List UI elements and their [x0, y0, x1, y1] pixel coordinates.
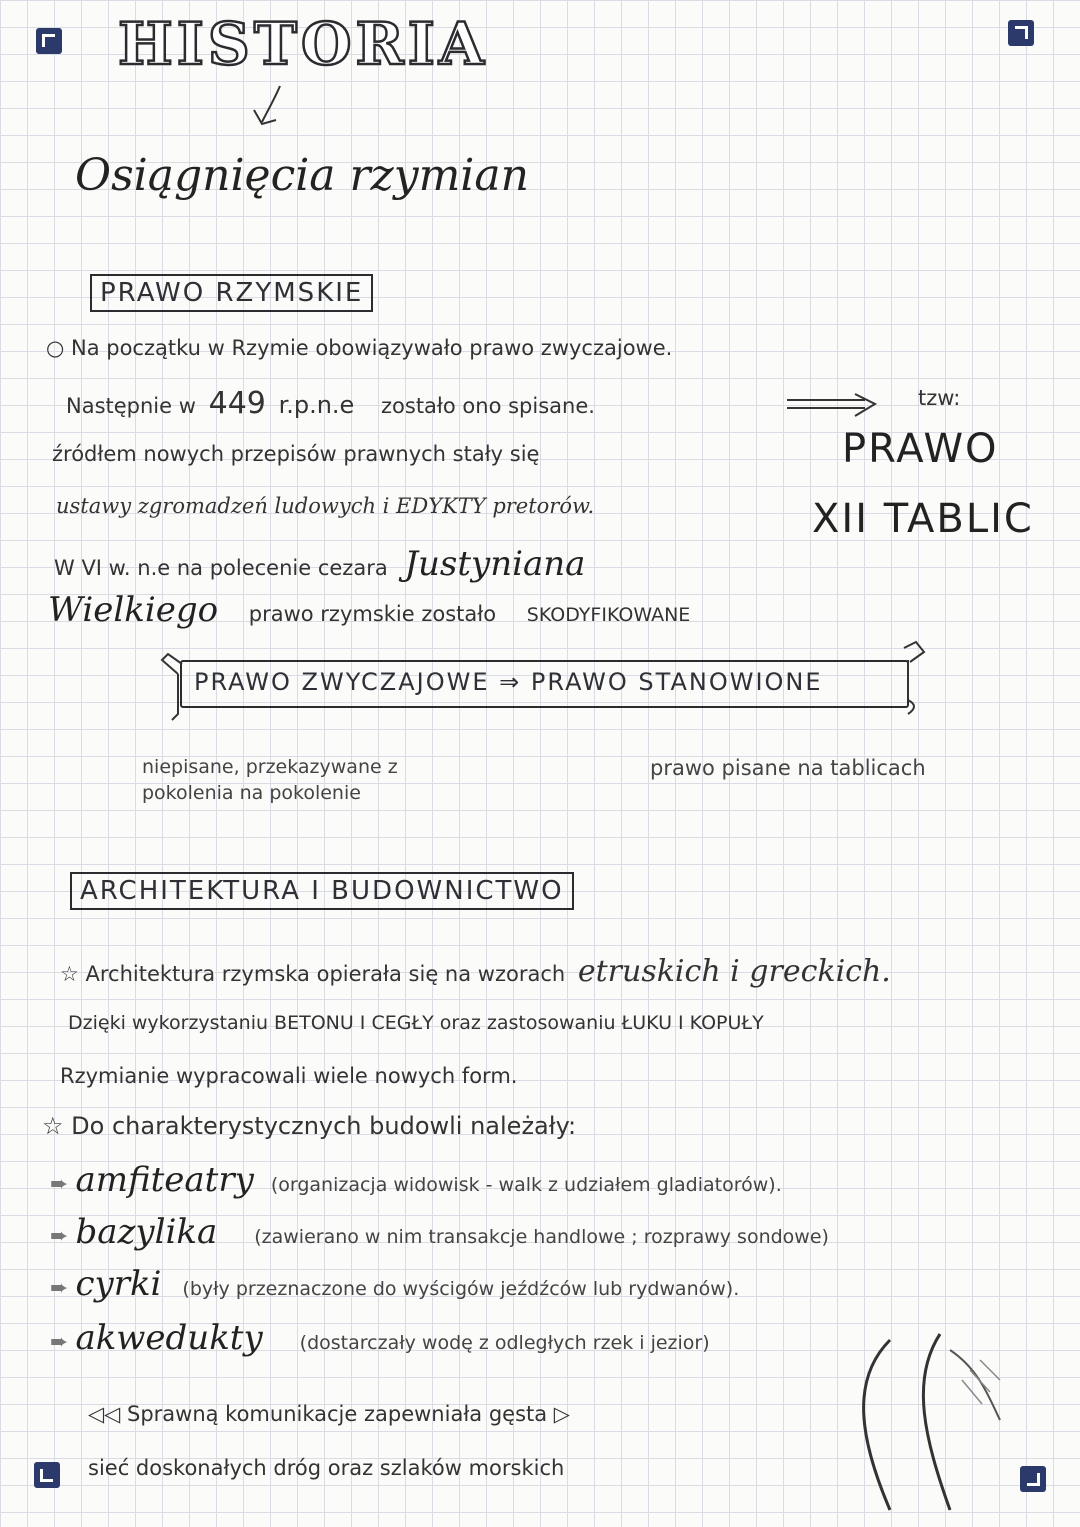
triangle-icon: ◁◁ — [88, 1402, 127, 1426]
road-doodle-icon — [830, 1320, 1020, 1520]
justynian-name: Justyniana — [404, 544, 586, 584]
text-line: Następnie w 449 r.p.n.e zostało ono spisane. — [66, 386, 595, 421]
corner-marker-bottom-right — [1020, 1466, 1046, 1492]
tzw-label: tzw: — [918, 386, 961, 410]
prawo-big-label: PRAWO — [842, 426, 999, 472]
triangle-icon: ▷ — [547, 1402, 570, 1426]
arrow-bullet-icon: ➨ — [50, 1276, 76, 1301]
text-line: ◁◁ Sprawną komunikacje zapewniała gęsta ▷ — [88, 1402, 570, 1426]
text-line: sieć doskonałych dróg oraz szlaków morskich — [88, 1456, 565, 1480]
list-item: ➨ akwedukty (dostarczały wodę z odległych rzek i jezior) — [50, 1318, 710, 1358]
corner-marker-top-right — [1008, 20, 1034, 46]
text-line: źródłem nowych przepisów prawnych stały się — [52, 442, 540, 466]
arrow-down-icon — [250, 82, 290, 132]
text-line: Dzięki wykorzystaniu BETONU I CEGŁY oraz zastosowaniu ŁUKU I KOPUŁY — [68, 1012, 764, 1034]
list-item: ➨ amfiteatry (organizacja widowisk - walk z udziałem gladiatorów). — [50, 1160, 782, 1200]
text-line: W VI w. n.e na polecenie cezara Justyniana — [54, 544, 586, 584]
note-right: prawo pisane na tablicach — [650, 756, 926, 780]
arrow-bullet-icon: ➨ — [50, 1330, 76, 1355]
arrow-bullet-icon: ➨ — [50, 1224, 76, 1249]
list-item: ➨ cyrki (były przeznaczone do wyścigów jeźdźców lub rydwanów). — [50, 1264, 740, 1304]
corner-marker-bottom-left — [34, 1462, 60, 1488]
page-title: HISTORIA — [118, 10, 488, 78]
list-item: ➨ bazylika (zawierano w nim transakcje handlowe ; rozprawy sondowe) — [50, 1212, 829, 1252]
scroll-curl-right-icon — [890, 640, 930, 720]
section-heading-prawo: PRAWO RZYMSKIE — [90, 274, 373, 312]
corner-marker-top-left — [36, 28, 62, 54]
text-line: ☆ Do charakterystycznych budowli należały: — [42, 1112, 577, 1140]
page-subtitle: Osiągnięcia rzymian — [75, 150, 529, 201]
text-line: Rzymianie wypracowali wiele nowych form. — [60, 1064, 518, 1088]
text-line: ☆ Architektura rzymska opierała się na wzorach etruskich i greckich. — [60, 954, 891, 989]
star-icon: ☆ — [42, 1112, 72, 1140]
arrow-bullet-icon: ➨ — [50, 1172, 76, 1197]
year-449: 449 — [208, 386, 266, 421]
text-line: ustawy zgromadzeń ludowych i EDYKTY pretorów. — [56, 494, 595, 518]
note-left: niepisane, przekazywane z pokolenia na pokolenie — [142, 756, 398, 804]
scroll-curl-left-icon — [158, 644, 198, 724]
scroll-banner: PRAWO ZWYCZAJOWE ⇒ PRAWO STANOWIONE — [180, 660, 909, 708]
text-line: Wielkiego prawo rzymskie zostało SKODYFIKOWANE — [48, 590, 691, 630]
bullet-circle-icon: ○ — [46, 336, 71, 360]
star-icon: ☆ — [60, 962, 86, 986]
text-line: ○ Na początku w Rzymie obowiązywało prawo zwyczajowe. — [46, 336, 673, 360]
arrow-right-icon — [785, 390, 885, 420]
tablic-big-label: XII TABLIC — [812, 496, 1034, 542]
section-heading-architektura: ARCHITEKTURA I BUDOWNICTWO — [70, 872, 574, 910]
